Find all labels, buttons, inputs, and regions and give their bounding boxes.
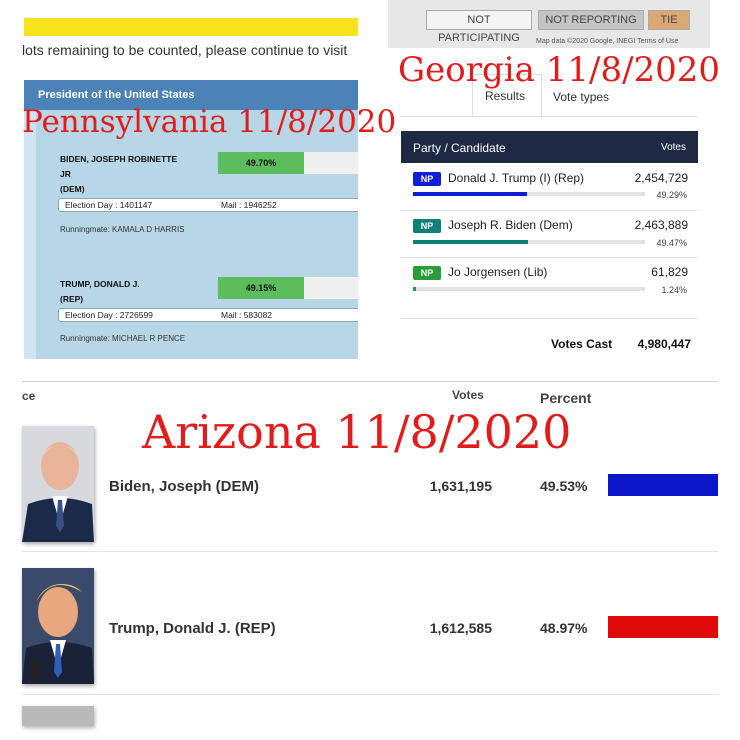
az-top-divider: [22, 381, 718, 382]
ga-candidate-name: Jo Jorgensen (Lib): [448, 265, 548, 279]
candidate-photo-biden: [22, 426, 94, 542]
az-vote-bar: [608, 616, 718, 638]
pa-party: (REP): [60, 294, 84, 304]
tab-vote-types-label: Vote types: [553, 90, 610, 104]
az-candidate-votes: 1,631,195: [429, 478, 492, 494]
az-candidate-name: Biden, Joseph (DEM): [109, 478, 260, 495]
pa-name-line2: JR: [60, 169, 71, 179]
pa-name-line1: BIDEN, JOSEPH ROBINETTE: [60, 154, 178, 164]
ga-map-legend-area: [388, 0, 710, 48]
ga-candidate-percent: 1.24%: [661, 285, 687, 295]
pa-candidate-name: [60, 152, 177, 197]
candidate-photo-trump: [22, 568, 94, 684]
row-divider: [401, 257, 698, 258]
az-candidate-percent: 48.97%: [540, 620, 588, 636]
ga-candidate-name: Donald J. Trump (I) (Rep): [448, 171, 585, 185]
tab-results-label: Results: [485, 89, 526, 103]
ga-candidate-votes: 2,463,889: [634, 218, 688, 232]
pa-percent-bar: [218, 152, 358, 174]
ga-vote-bar-fill: [413, 287, 416, 291]
pa-name-line1: TRUMP, DONALD J.: [60, 279, 140, 289]
ga-candidate-name: Joseph R. Biden (Dem): [448, 218, 573, 232]
votes-cast-label: Votes Cast: [551, 337, 613, 351]
ga-table-header: [401, 131, 698, 163]
tab-vote-types[interactable]: [553, 88, 609, 106]
pa-top-banner: [24, 18, 358, 36]
az-col-votes: Votes: [452, 388, 484, 402]
party-badge: NP: [413, 172, 441, 186]
az-candidate-percent: 49.53%: [540, 478, 588, 494]
overlay-pennsylvania: Pennsylvania 11/8/2020: [22, 104, 397, 140]
az-col-race: ce: [22, 389, 36, 403]
pa-runningmate: Runningmate: MICHAEL R PENCE: [60, 334, 186, 343]
ga-vote-bar: [413, 287, 645, 291]
pa-candidate-name: [60, 277, 140, 307]
pa-party: (DEM): [60, 184, 85, 194]
pa-vote-breakdown: [58, 198, 358, 212]
pa-election-day: Election Day : 2726599: [65, 310, 153, 320]
az-candidate-name: Trump, Donald J. (REP): [109, 620, 276, 637]
portrait-icon: [22, 568, 94, 684]
ga-candidate-percent: 49.29%: [656, 190, 687, 200]
pa-runningmate: Runningmate: KAMALA D HARRIS: [60, 225, 185, 234]
party-badge: NP: [413, 219, 441, 233]
party-badge: NP: [413, 266, 441, 280]
row-divider: [22, 551, 718, 552]
ga-candidate-percent: 49.47%: [656, 238, 687, 248]
pa-side-strip: [24, 110, 36, 359]
candidate-photo-partial: [22, 706, 94, 726]
ga-tab-divider: [401, 116, 698, 117]
ga-candidate-votes: 61,829: [651, 265, 688, 279]
ga-vote-bar: [413, 240, 645, 244]
votes-cast-total: 4,980,447: [637, 337, 691, 351]
pa-percent-fill: 49.15%: [218, 277, 304, 299]
map-attribution: Map data ©2020 Google, INEGI Terms of Use: [536, 38, 679, 45]
legend-tie: TIE: [648, 10, 690, 30]
az-col-percent: Percent: [540, 390, 592, 406]
ga-candidate-votes: 2,454,729: [634, 171, 688, 185]
portrait-icon: [22, 426, 94, 542]
pa-office-title: President of the United States: [38, 89, 195, 101]
overlay-georgia: Georgia 11/8/2020: [398, 50, 721, 90]
pa-mail: Mail : 583082: [221, 310, 273, 320]
pa-election-day: Election Day : 1401147: [65, 200, 153, 210]
pa-mail: Mail : 1946252: [221, 200, 277, 210]
row-divider: [22, 694, 718, 695]
ga-vote-bar-fill: [413, 192, 527, 196]
ga-col-candidate: Party / Candidate: [413, 141, 506, 155]
ga-vote-bar-fill: [413, 240, 528, 244]
ga-results-table: [401, 131, 698, 361]
ga-col-votes: Votes: [660, 142, 686, 153]
row-divider: [401, 210, 698, 211]
legend-not-participating: NOT PARTICIPATING: [426, 10, 532, 30]
pa-vote-breakdown: [58, 308, 358, 322]
row-divider: [401, 318, 698, 319]
az-vote-bar: [608, 474, 718, 496]
legend-not-reporting: NOT REPORTING: [538, 10, 644, 30]
ga-vote-bar: [413, 192, 645, 196]
overlay-arizona: Arizona 11/8/2020: [142, 405, 572, 459]
pa-percent-bar: [218, 277, 358, 299]
pa-percent-fill: 49.70%: [218, 152, 304, 174]
az-candidate-votes: 1,612,585: [429, 620, 492, 636]
pa-notice-text: lots remaining to be counted, please continue to visit: [22, 42, 348, 58]
